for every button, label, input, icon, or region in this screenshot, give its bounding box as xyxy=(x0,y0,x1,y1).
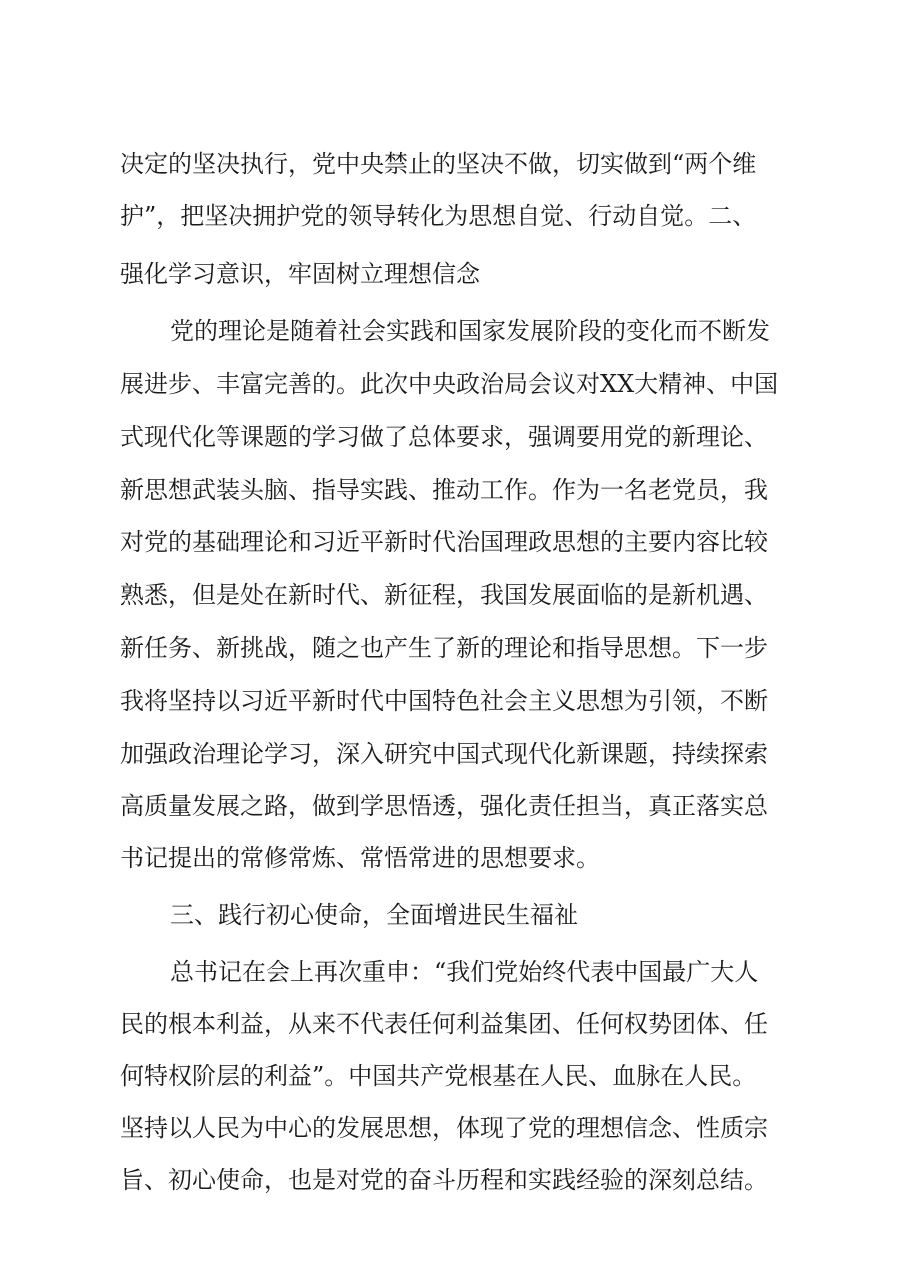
text-line: 新任务、新挑战，随之也产生了新的理论和指导思想。下一步 xyxy=(120,634,768,662)
text-line: 护”，把坚决拥护党的领导转化为思想自觉、行动自觉。二、 xyxy=(120,202,757,230)
text-line: 高质量发展之路，做到学思悟透，强化责任担当，真正落实总 xyxy=(120,792,768,820)
text-line: 总书记在会上再次重申：“我们党始终代表中国最广大人 xyxy=(170,958,759,986)
text-line: 书记提出的常修常炼、常悟常进的思想要求。 xyxy=(120,844,600,872)
text-line: 民的根本利益，从来不代表任何利益集团、任何权势团体、任 xyxy=(120,1010,768,1038)
text-line: 何特权阶层的利益”。中国共产党根基在人民、血脉在人民。 xyxy=(120,1062,757,1090)
text-line: 我将坚持以习近平新时代中国特色社会主义思想为引领，不断 xyxy=(120,687,768,715)
text-line: 熟悉，但是处在新时代、新征程，我国发展面临的是新机遇、 xyxy=(120,581,768,609)
text-line: 坚持以人民为中心的发展思想，体现了党的理想信念、性质宗 xyxy=(120,1114,768,1142)
text-line: 新思想武装头脑、指导实践、推动工作。作为一名老党员，我 xyxy=(120,476,768,504)
text-line: 式现代化等课题的学习做了总体要求，强调要用党的新理论、 xyxy=(120,423,768,451)
text-line: 决定的坚决执行，党中央禁止的坚决不做，切实做到“两个维 xyxy=(120,150,757,178)
text-line: 旨、初心使命，也是对党的奋斗历程和实践经验的深刻总结。 xyxy=(120,1166,768,1194)
text-line: 对党的基础理论和习近平新时代治国理政思想的主要内容比较 xyxy=(120,528,768,556)
section-heading: 强化学习意识，牢固树立理想信念 xyxy=(120,260,480,288)
section-heading: 三、践行初心使命，全面增进民生福祉 xyxy=(170,901,578,929)
text-line: 加强政治理论学习，深入研究中国式现代化新课题，持续探索 xyxy=(120,740,768,768)
text-line: 展进步、丰富完善的。此次中央政治局会议对XX大精神、中国 xyxy=(120,370,779,398)
text-line: 党的理论是随着社会实践和国家发展阶段的变化而不断发 xyxy=(170,317,770,345)
